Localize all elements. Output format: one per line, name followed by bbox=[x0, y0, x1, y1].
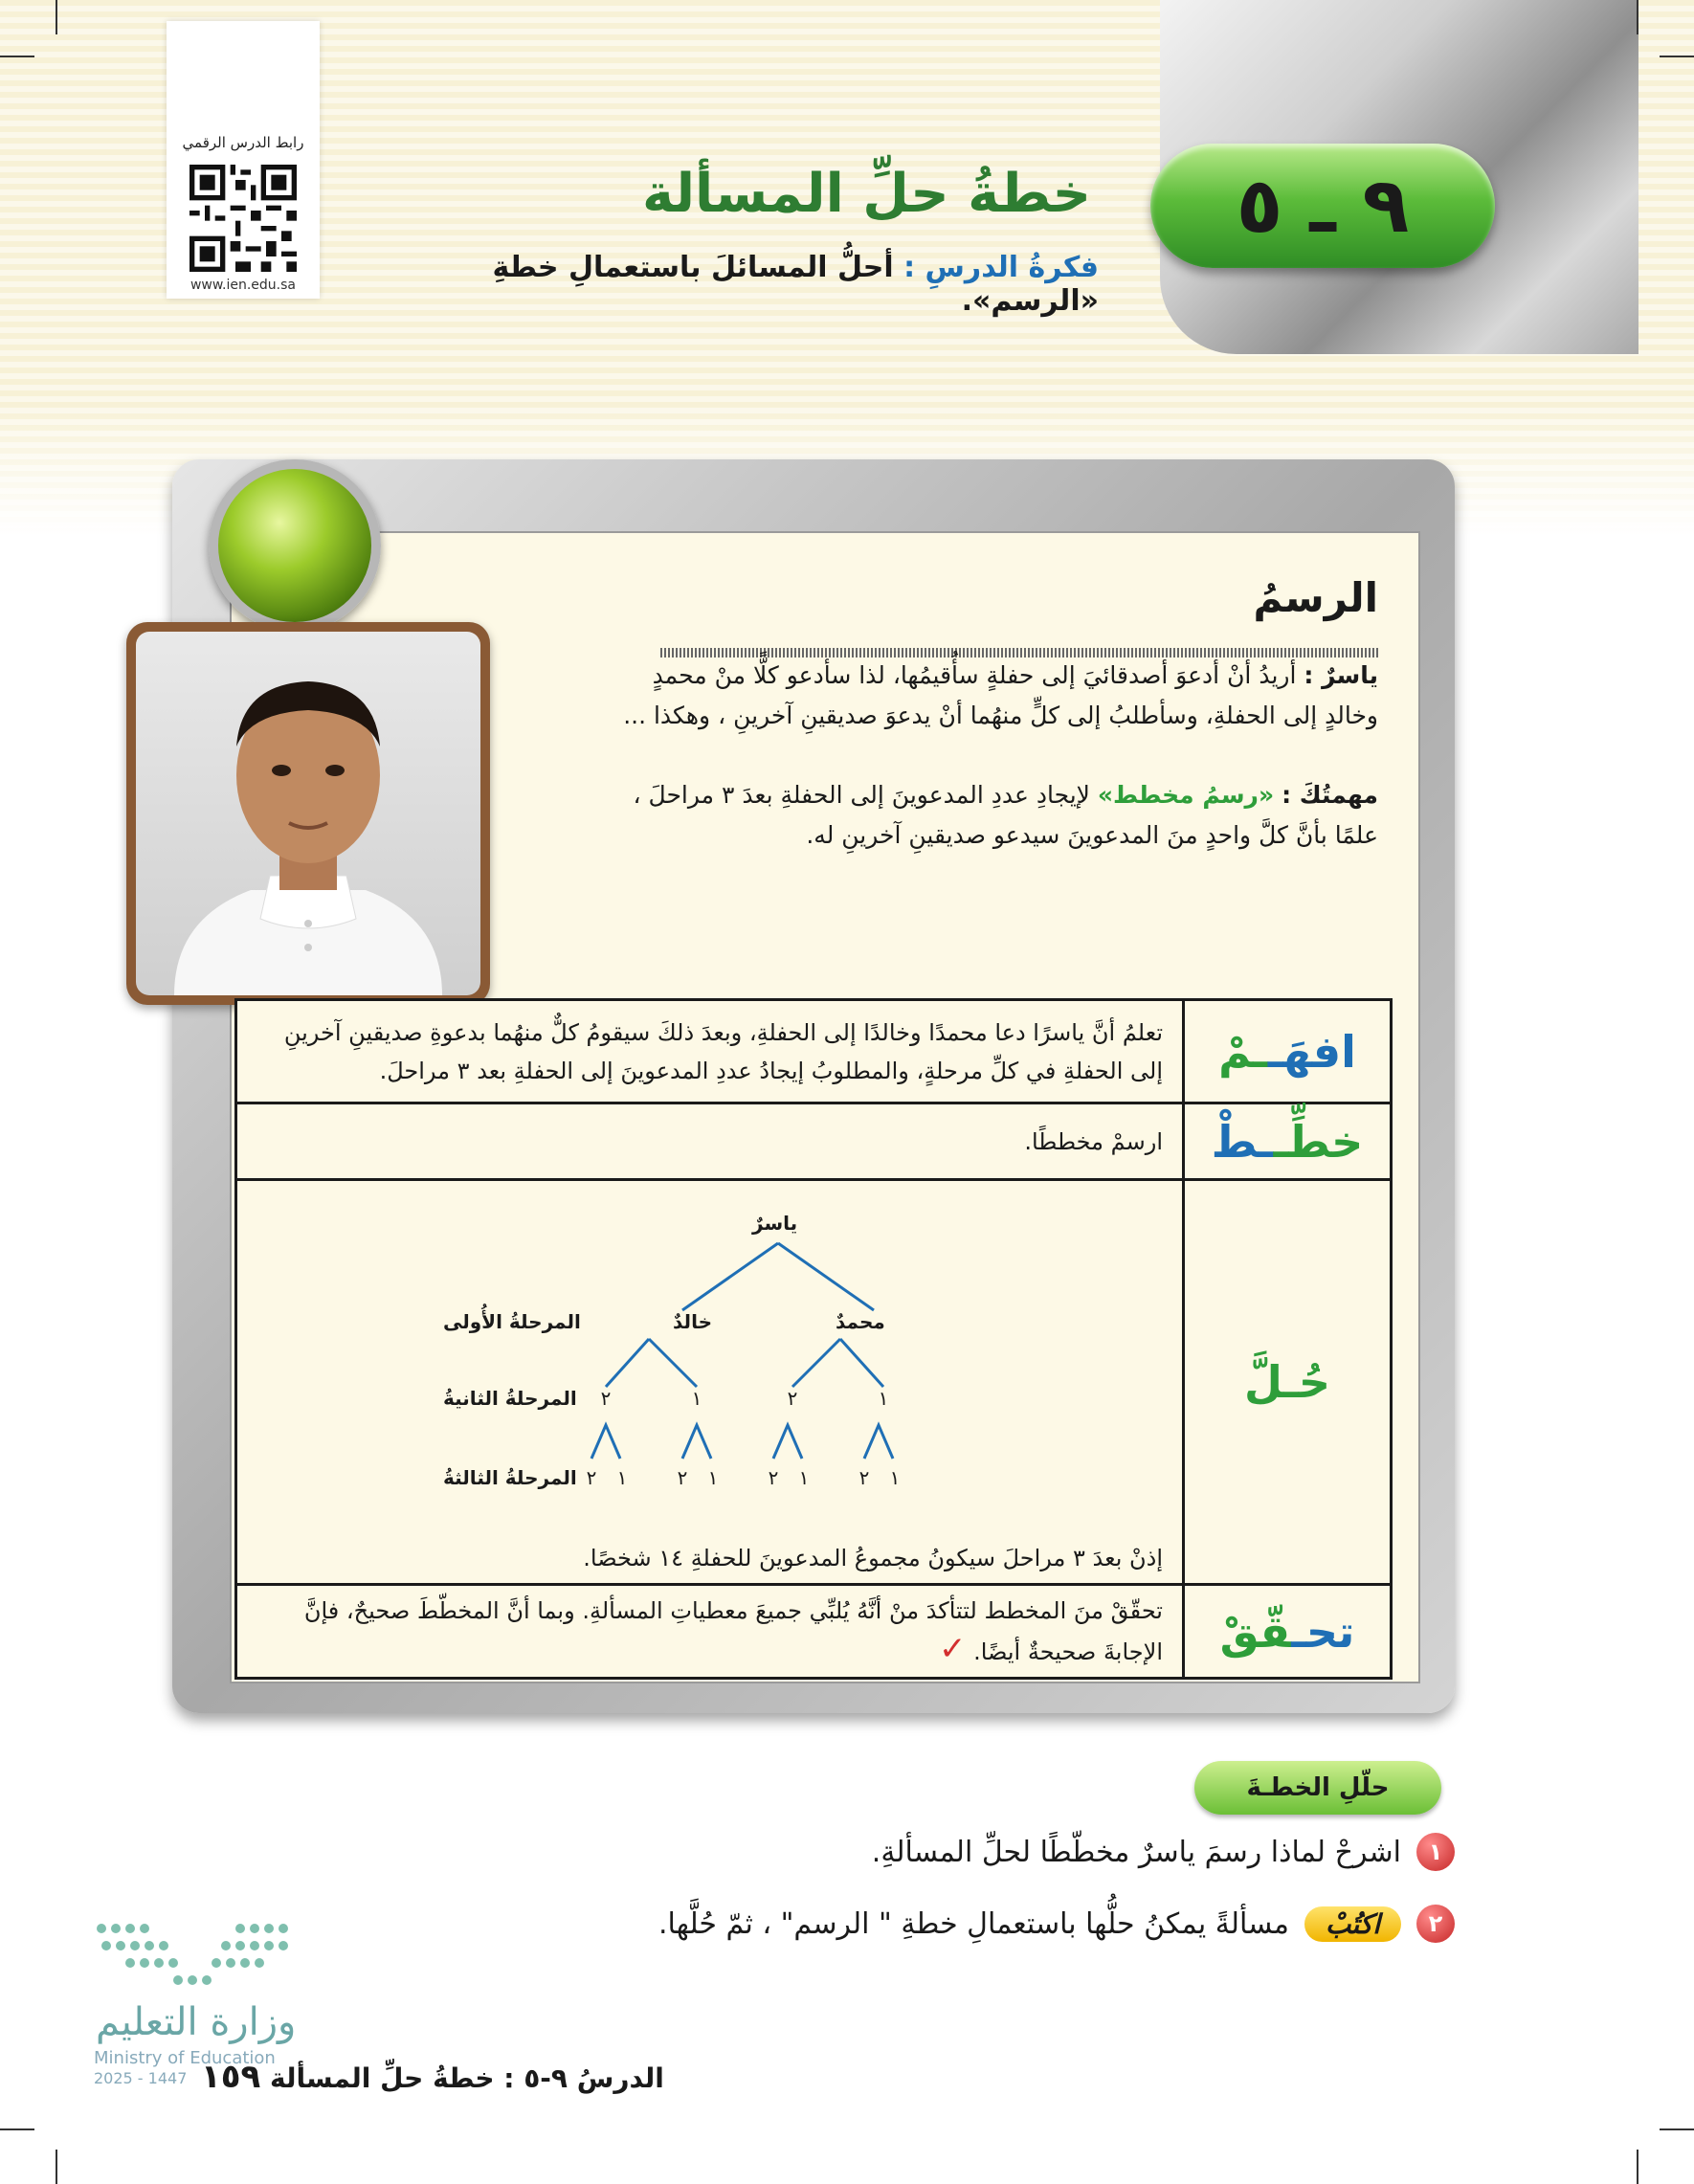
qr-url[interactable]: www.ien.edu.sa bbox=[189, 278, 297, 293]
qr-label: رابط الدرس الرقمي bbox=[182, 134, 304, 151]
plan-label-b: ـطْ bbox=[1211, 1115, 1274, 1168]
page-number: ١٥٩ bbox=[201, 2058, 261, 2096]
task-label: مهمتُكَ : bbox=[1282, 781, 1378, 809]
crop-mark bbox=[56, 0, 57, 34]
tree-node-level2: ٢ bbox=[787, 1387, 798, 1410]
solve-conclusion: إذنْ بعدَ ٣ مراحلَ سيكونُ مجموعُ المدعوينَ للحفلةِ ١٤ شخصًا. bbox=[583, 1545, 1163, 1571]
question-number-badge: ٢ bbox=[1416, 1905, 1455, 1943]
step-row-solve bbox=[236, 1180, 1392, 1585]
crop-mark bbox=[0, 56, 34, 57]
solve-cell bbox=[236, 1180, 1184, 1585]
crop-mark bbox=[1637, 2150, 1638, 2184]
step-row-check bbox=[236, 1585, 1392, 1679]
qr-code-icon[interactable] bbox=[189, 165, 297, 272]
checkmark-icon: ✓ bbox=[938, 1630, 967, 1668]
lesson-idea-label: فكرةُ الدرسِ : bbox=[903, 251, 1099, 284]
ministry-year: 2025 - 1447 bbox=[94, 2069, 188, 2087]
tree-node-level3: ١ bbox=[798, 1466, 810, 1489]
page-footer bbox=[201, 2058, 664, 2096]
understand-text: تعلمُ أنَّ ياسرًا دعا محمدًا وخالدًا إلى الحفلةِ، وبعدَ ذلكَ سيقومُ كلٌّ منهُما بدعوةِ صديقينِ آخرينِ إلى الحفلةِ في كلِّ مرحلةٍ، والمطلوبُ إيجادُ عددِ المدعوينَ إلى الحفلةِ بعد ٣ مراحلَ. bbox=[236, 1000, 1184, 1103]
stage-label: المرحلةُ الثانيةُ bbox=[443, 1387, 577, 1410]
check-label-a: تحـ bbox=[1291, 1605, 1355, 1658]
task-text: لإيجادِ عددِ المدعوينَ إلى الحفلةِ بعدَ ٣ مراحلَ ، علمًا بأنَّ كلَّ واحدٍ منَ المدعوينَ سيدعو صديقينِ آخرينِ له. bbox=[633, 781, 1378, 849]
speech-text: أريدُ أنْ أدعوَ أصدقائيَ إلى حفلةٍ سأُقيمُها، لذا سأدعو كلًّا منْ محمدٍ وخالدٍ إلى الحفلةِ، وسأطلبُ إلى كلٍّ منهُما أنْ يدعوَ صديقينِ آخرينِ ، وهكذا ... bbox=[623, 661, 1378, 729]
qr-panel bbox=[167, 21, 320, 299]
invitation-tree-diagram bbox=[237, 1181, 1185, 1583]
speaker-name: ياسرٌ : bbox=[1304, 661, 1378, 689]
student-photo bbox=[136, 632, 480, 995]
tree-node-level3: ١ bbox=[616, 1466, 628, 1489]
tree-node-level1: محمدٌ bbox=[836, 1310, 885, 1333]
question-1 bbox=[872, 1833, 1455, 1871]
check-text: تحقّقْ منَ المخطط لتتأكدَ منْ أنَّهُ يُلبِّي جميعَ معطياتِ المسألةِ. وبما أنَّ المخطّطَ صحيحٌ، فإنَّ الإجابةَ صحيحةٌ أيضًا. bbox=[303, 1597, 1163, 1665]
tree-node-level3: ٢ bbox=[677, 1466, 688, 1489]
page-title: خطةُ حلِّ المسألة bbox=[642, 163, 1091, 225]
tree-node-level1: خالدٌ bbox=[673, 1310, 712, 1333]
question-2-text: مسألةً يمكنُ حلُّها باستعمالِ خطةِ " الرسم" ، ثمّ حُلَّها. bbox=[658, 1906, 1289, 1941]
tree-node-level3: ٢ bbox=[586, 1466, 597, 1489]
check-label bbox=[1184, 1585, 1392, 1679]
solve-diagram bbox=[237, 1181, 1182, 1583]
plan-text: ارسمْ مخططًا. bbox=[236, 1103, 1184, 1180]
understand-label-a: افهَـ bbox=[1267, 1025, 1356, 1078]
ministry-name-ar: وزارة التعليم bbox=[96, 2000, 297, 2044]
question-1-text: اشرحْ لماذا رسمَ ياسرٌ مخطّطًا لحلِّ المسألةِ. bbox=[871, 1835, 1401, 1869]
crop-mark bbox=[1637, 0, 1638, 34]
speech-paragraph bbox=[613, 656, 1378, 736]
solve-label: حُـلَّ bbox=[1184, 1180, 1392, 1585]
stage-label: المرحلةُ الثالثةُ bbox=[443, 1466, 577, 1489]
lesson-idea-text: أحلُّ المسائلَ باستعمالِ خطةِ «الرسم». bbox=[492, 251, 1099, 318]
tree-node-level2: ١ bbox=[691, 1387, 702, 1410]
step-row-understand bbox=[236, 1000, 1392, 1103]
plan-label-a: خطِّـ bbox=[1273, 1115, 1364, 1168]
check-label-b: قّقْ bbox=[1219, 1605, 1292, 1658]
four-step-table bbox=[234, 998, 1393, 1680]
ministry-logo-icon bbox=[92, 1919, 302, 1995]
ministry-name-en: Ministry of Education bbox=[94, 2048, 276, 2068]
understand-label-b: ـمْ bbox=[1218, 1025, 1268, 1078]
tree-node-level2: ٢ bbox=[600, 1387, 612, 1410]
footer-lesson-text: الدرسُ ٩-٥ : خطةُ حلِّ المسألة bbox=[270, 2062, 664, 2094]
tree-node-level3: ٢ bbox=[768, 1466, 779, 1489]
task-highlight: «رسمُ مخطط» bbox=[1097, 781, 1275, 809]
tree-node-level3: ١ bbox=[707, 1466, 719, 1489]
tree-root: ياسرٌ bbox=[752, 1212, 798, 1235]
strategy-heading: الرسمُ bbox=[1253, 574, 1378, 621]
check-cell bbox=[236, 1585, 1184, 1679]
lesson-idea bbox=[383, 251, 1099, 318]
student-photo-frame bbox=[126, 622, 490, 1005]
tree-node-level3: ٢ bbox=[858, 1466, 870, 1489]
stage-label: المرحلةُ الأُولى bbox=[443, 1310, 581, 1333]
question-number-badge: ١ bbox=[1416, 1833, 1455, 1871]
question-2 bbox=[658, 1905, 1455, 1943]
crop-mark bbox=[1660, 2128, 1694, 2130]
tree-node-level2: ١ bbox=[878, 1387, 889, 1410]
write-badge: اكتُبْ bbox=[1304, 1906, 1401, 1942]
green-orb-decoration bbox=[209, 459, 381, 632]
crop-mark bbox=[0, 2128, 34, 2130]
analyze-plan-pill: حلّلِ الخطـةَ bbox=[1194, 1761, 1441, 1815]
task-paragraph bbox=[613, 775, 1378, 856]
lesson-number-badge bbox=[1150, 144, 1495, 268]
tree-node-level3: ١ bbox=[889, 1466, 901, 1489]
crop-mark bbox=[1660, 56, 1694, 57]
step-row-plan bbox=[236, 1103, 1392, 1180]
plan-label bbox=[1184, 1103, 1392, 1180]
crop-mark bbox=[56, 2150, 57, 2184]
understand-label bbox=[1184, 1000, 1392, 1103]
lesson-number: ٩ ـ ٥ bbox=[1236, 161, 1410, 250]
